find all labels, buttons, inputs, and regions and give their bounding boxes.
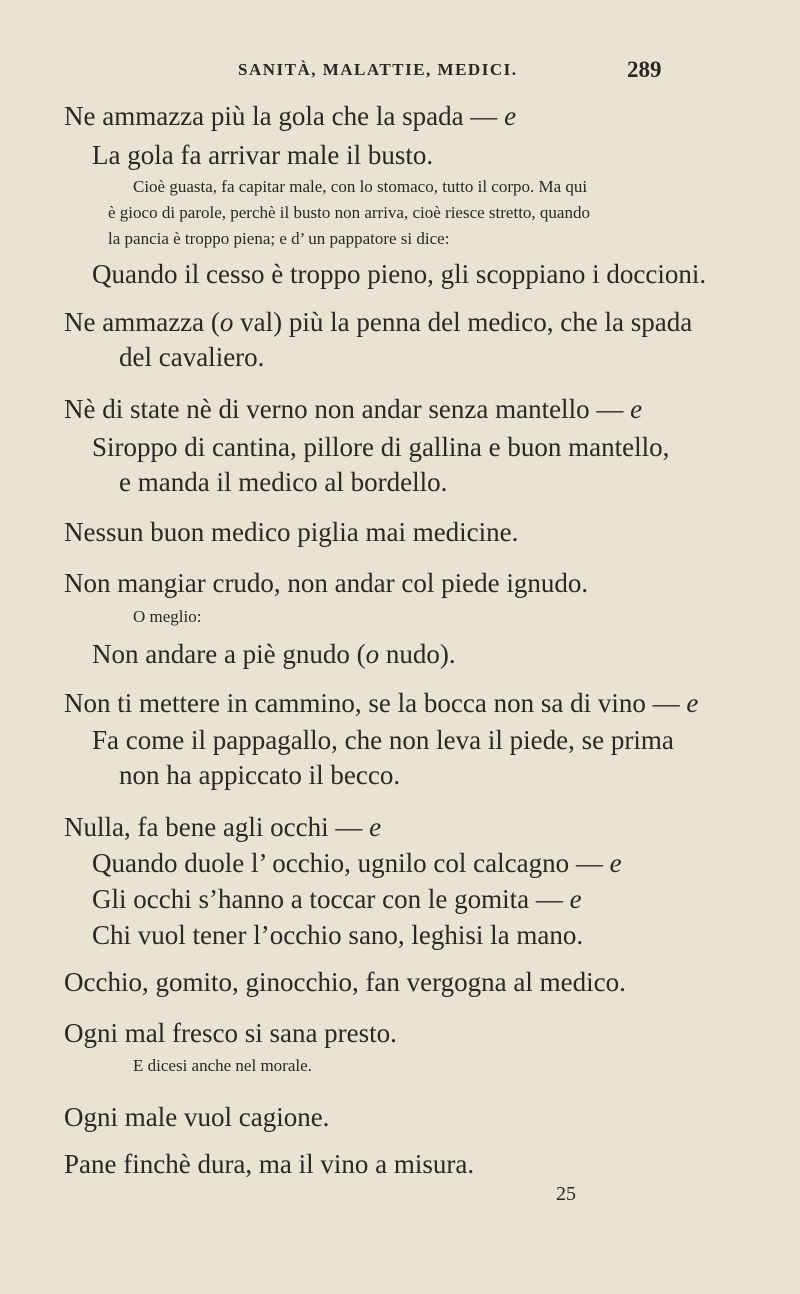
proverb-line: Chi vuol tener l’occhio sano, leghisi la mano. bbox=[92, 920, 584, 950]
proverb-line: Fa come il pappagallo, che non leva il piede, se prima bbox=[92, 725, 674, 755]
proverb-line: Nè di state nè di verno non andar senza mantello — e bbox=[64, 394, 643, 424]
proverb-line: Non mangiar crudo, non andar col piede ignudo. bbox=[64, 568, 589, 598]
proverb-line: Quando il cesso è troppo pieno, gli scoppiano i doccioni. bbox=[92, 259, 707, 289]
proverb-line: del cavaliero. bbox=[119, 342, 265, 372]
proverb-line: La gola fa arrivar male il busto. bbox=[92, 140, 434, 170]
commentary-line: E dicesi anche nel morale. bbox=[133, 1056, 312, 1075]
page-number: 289 bbox=[627, 57, 662, 82]
commentary-line: la pancia è troppo piena; e d’ un pappatore si dice: bbox=[108, 229, 450, 248]
proverb-line: Non ti mettere in cammino, se la bocca non sa di vino — e bbox=[64, 688, 699, 718]
proverb-line: Ogni male vuol cagione. bbox=[64, 1102, 330, 1132]
proverb-line: Pane finchè dura, ma il vino a misura. bbox=[64, 1149, 475, 1179]
commentary-line: Cioè guasta, fa capitar male, con lo stomaco, tutto il corpo. Ma qui bbox=[133, 177, 588, 196]
proverb-line: Ne ammazza (o val) più la penna del medico, che la spada bbox=[64, 307, 693, 337]
proverb-line: e manda il medico al bordello. bbox=[119, 467, 448, 497]
commentary-line: è gioco di parole, perchè il busto non arriva, cioè riesce stretto, quando bbox=[108, 203, 590, 222]
proverb-line: non ha appiccato il becco. bbox=[119, 760, 401, 790]
signature-mark: 25 bbox=[556, 1183, 576, 1205]
proverb-line: Nulla, fa bene agli occhi — e bbox=[64, 812, 382, 842]
proverb-line: Ne ammazza più la gola che la spada — e bbox=[64, 101, 517, 131]
commentary-line: O meglio: bbox=[133, 607, 202, 626]
proverb-line: Gli occhi s’hanno a toccar con le gomita — e bbox=[92, 884, 582, 914]
proverb-line: Ogni mal fresco si sana presto. bbox=[64, 1018, 397, 1048]
proverb-line: Occhio, gomito, ginocchio, fan vergogna al medico. bbox=[64, 967, 626, 997]
proverb-line: Non andare a piè gnudo (o nudo). bbox=[92, 639, 456, 669]
running-title: SANITÀ, MALATTIE, MEDICI. bbox=[238, 60, 518, 79]
proverb-line: Siroppo di cantina, pillore di gallina e buon mantello, bbox=[92, 432, 670, 462]
proverb-line: Nessun buon medico piglia mai medicine. bbox=[64, 517, 519, 547]
proverb-line: Quando duole l’ occhio, ugnilo col calcagno — e bbox=[92, 848, 622, 878]
